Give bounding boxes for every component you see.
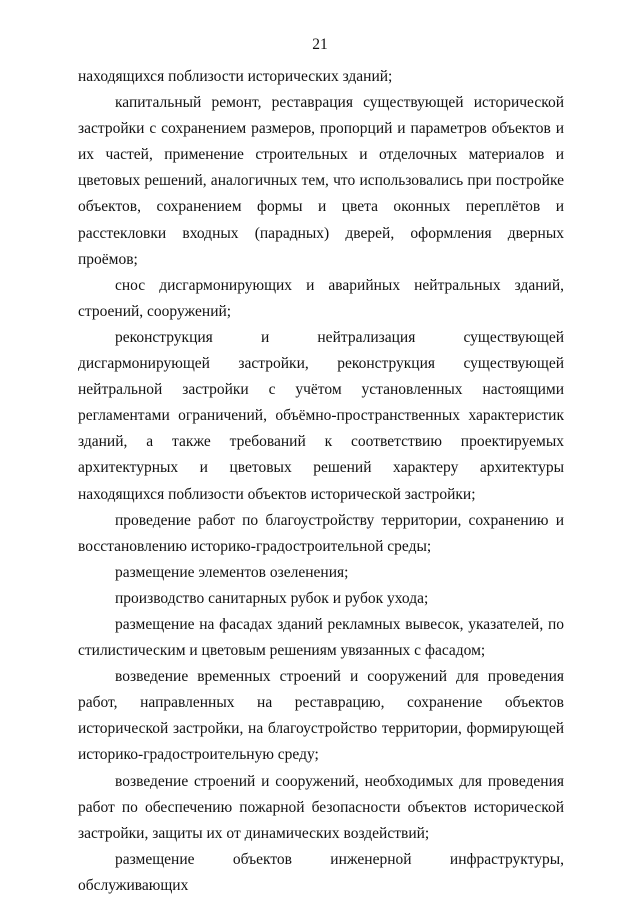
paragraph-3: снос дисгармонирующих и аварийных нейтральных зданий, строений, сооружений; — [78, 276, 564, 320]
paragraph-8: размещение на фасадах зданий рекламных вывесок, указателей, по стилистическим и цветовым решениям увязанных с фасадом; — [78, 615, 564, 660]
paragraph-7: производство санитарных рубок и рубок ухода; — [115, 589, 429, 607]
document-body — [78, 64, 564, 899]
paragraph-9: возведение временных строений и сооружений для проведения работ, направленных на реставрацию, сохранение объектов исторической застройки, на благоустройство территории, формирующей историко-градостроительную среду; — [78, 668, 564, 764]
paragraph-2: капитальный ремонт, реставрация существующей исторической застройки с сохранением размеров, пропорций и параметров объектов и их частей, применение строительных и отделочных материалов и цветовых решений, аналогичных тем, что использовались при постройке объектов, сохранением формы и цвета оконных переплётов и расстекловки входных (парадных) дверей, оформления дверных проёмов; — [78, 94, 564, 268]
paragraph-10: возведение строений и сооружений, необходимых для проведения работ по обеспечению пожарной безопасности объектов исторической застройки, защиты их от динамических воздействий; — [78, 772, 564, 842]
paragraph-11: размещение объектов инженерной инфраструктуры, обслуживающих — [78, 850, 564, 894]
paragraph-4: реконструкция и нейтрализация существующей дисгармонирующей застройки, реконструкция существующей нейтральной застройки с учётом установленных настоящими регламентами ограничений, объёмно-пространственных характеристик зданий, а также требований к соответствию проектируемых архитектурных и цветовых решений характеру архитектуры находящихся поблизости объектов исторической застройки; — [78, 328, 564, 503]
page-number: 21 — [312, 36, 328, 53]
paragraph-6: размещение элементов озеленения; — [115, 563, 349, 581]
paragraph-5: проведение работ по благоустройству территории, сохранению и восстановлению историко-градостроительной среды; — [78, 511, 564, 555]
paragraph-1: находящихся поблизости исторических зданий; — [78, 68, 393, 85]
